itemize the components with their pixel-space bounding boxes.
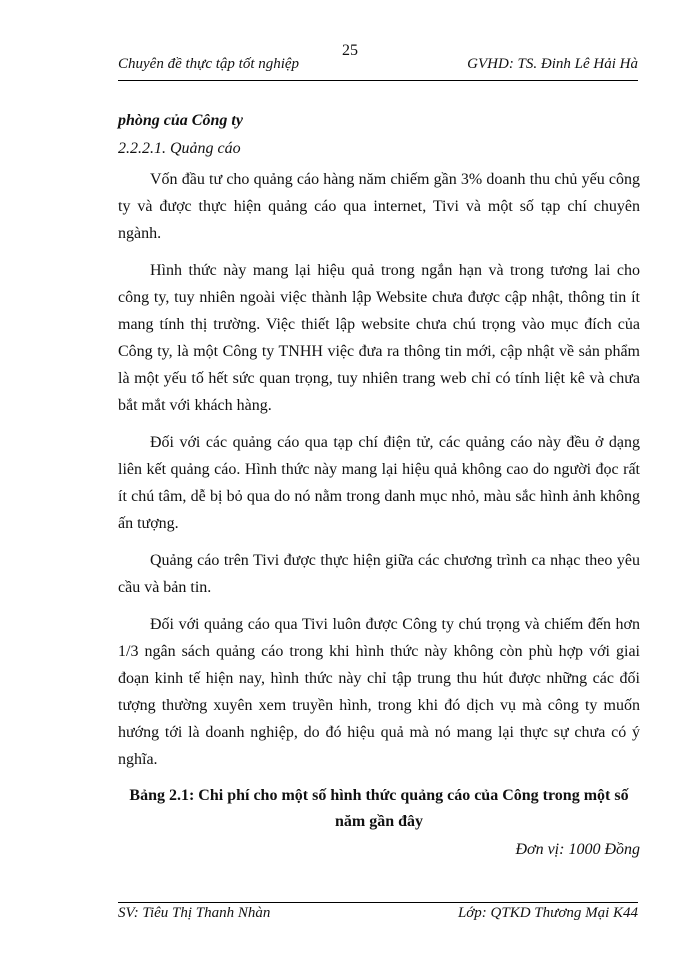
unit-note: Đơn vị: 1000 Đồng (515, 841, 640, 858)
section-heading-continuation: phòng của Công ty (118, 112, 243, 129)
footer-class: Lớp: QTKD Thương Mại K44 (457, 905, 638, 921)
paragraph: Vốn đầu tư cho quảng cáo hàng năm chiếm gần 3% doanh thu chủ yếu công ty và được thực hiện quảng cáo qua internet, Tivi và một số tạp chí chuyên ngành. (118, 171, 640, 242)
paragraph: Quảng cáo trên Tivi được thực hiện giữa các chương trình ca nhạc theo yêu cầu và bản tin. (118, 552, 640, 596)
paragraph: Đối với quảng cáo qua Tivi luôn được Công ty chú trọng và chiếm đến hơn 1/3 ngân sách quảng cáo trong khi hình thức này không còn phù hợp với giai đoạn kinh tế hiện nay, hình thức này chỉ tập trung thu hút được những các đối tượng thường xuyên xem truyền hình, trong khi đó dịch vụ mà công ty muốn hướng tới là doanh nghiệp, do đó hiệu quả mà nó mang lại thực sự chưa có ý nghĩa. (118, 616, 640, 768)
footer-student: SV: Tiêu Thị Thanh Nhàn (118, 905, 271, 921)
page-number: 25 (342, 42, 358, 59)
header-divider (118, 80, 638, 81)
footer-divider (118, 902, 638, 903)
subsection-heading: 2.2.2.1. Quảng cáo (118, 140, 241, 157)
table-caption: Bảng 2.1: Chi phí cho một số hình thức quảng cáo của Công trong một số năm gần đây (129, 787, 629, 830)
document-body (118, 112, 640, 859)
paragraph: Hình thức này mang lại hiệu quả trong ngắn hạn và trong tương lai cho công ty, tuy nhiên ngoài việc thành lập Website chưa được cập nhật, thông tin ít mang tính thị trường. Việc thiết lập website chưa chú trọng vào mục đích của Công ty, là một Công ty TNHH việc đưa ra thông tin mới, cập nhật về sản phẩm là một yếu tố hết sức quan trọng, tuy nhiên trang web chỉ có tính liệt kê và chưa bắt mắt với khách hàng. (118, 262, 640, 414)
header-report-title: Chuyên đề thực tập tốt nghiệp (118, 56, 300, 72)
paragraph: Đối với các quảng cáo qua tạp chí điện tử, các quảng cáo này đều ở dạng liên kết quảng cáo. Hình thức này mang lại hiệu quả không cao do người đọc rất ít chú tâm, dễ bị bỏ qua do nó nằm trong danh mục nhỏ, màu sắc hình ảnh không ấn tượng. (118, 434, 640, 532)
header-supervisor: GVHD: TS. Đinh Lê Hải Hà (467, 56, 638, 72)
